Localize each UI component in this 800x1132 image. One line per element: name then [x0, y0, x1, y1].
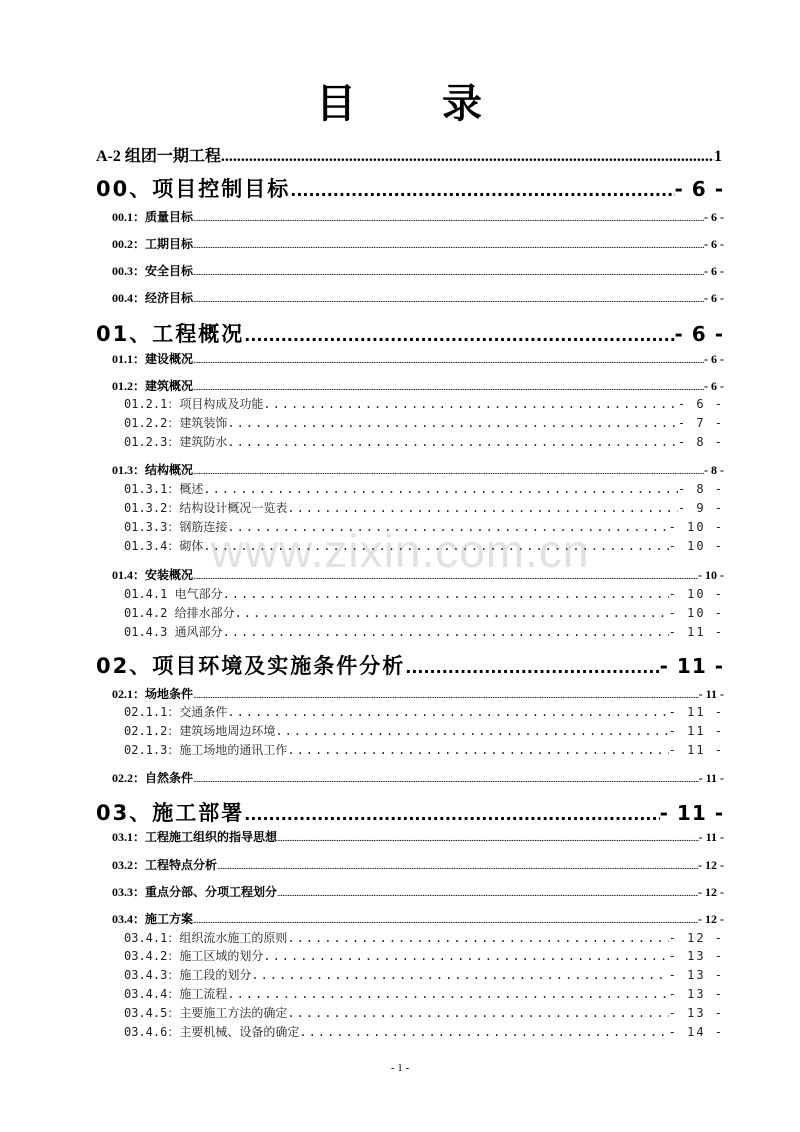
toc-entry-page: - 8 - [677, 435, 724, 449]
toc-entry-title: 02.2：自然条件 [112, 771, 194, 785]
toc-entry-title: 03、施工部署 [96, 801, 245, 825]
toc-entry-page: - 6 - [704, 210, 724, 224]
toc-dot-leader [287, 931, 668, 945]
toc-entry-title: A-2 组团一期工程 [96, 148, 221, 163]
toc-entry[interactable] [124, 499, 724, 515]
toc-entry-title: 03.3：重点分部、分项工程划分 [112, 885, 278, 899]
toc-entry-title: 01.2.1：项目构成及功能 [124, 397, 264, 411]
toc-entry-title: 00.2：工期目标 [112, 237, 194, 251]
toc-entry-title: 01、工程概况 [96, 322, 245, 346]
toc-entry-page: - 13 - [668, 949, 724, 963]
toc-entry-page: - 11 - [698, 830, 724, 844]
toc-entry[interactable] [96, 173, 724, 201]
toc-entry-title: 01.3.4：砌体 [124, 539, 204, 553]
page-title: 目 录 [316, 81, 484, 127]
toc-dot-leader [275, 724, 668, 738]
toc-entry-page: - 10 - [698, 568, 724, 582]
watermark: www.zixin.com.cn [210, 525, 590, 577]
toc-entry-page: - 8 - [677, 482, 724, 496]
toc-dot-leader [405, 658, 659, 677]
toc-entry-title: 03.1：工程施工组织的指导思想 [112, 830, 278, 844]
toc-entry-title: 01.2.2：建筑装饰 [124, 416, 228, 430]
toc-dot-leader [193, 240, 704, 250]
toc-entry[interactable] [112, 856, 724, 872]
toc-entry-title: 02.1.1：交通条件 [124, 705, 228, 719]
toc-entry-title: 01.1：建设概况 [112, 352, 194, 366]
toc-dot-leader [203, 482, 678, 496]
toc-entry-page: - 11 - [668, 625, 724, 639]
toc-entry-page: - 14 - [668, 1025, 724, 1039]
toc-entry[interactable] [124, 1023, 724, 1039]
toc-entry-title: 03.2：工程特点分析 [112, 858, 218, 872]
toc-entry-title: 01.4.2 给排水部分 [124, 606, 235, 620]
toc-dot-leader [227, 435, 678, 449]
toc-entry[interactable] [112, 883, 724, 899]
toc-entry[interactable] [124, 703, 724, 719]
toc-entry-title: 02.1.3：施工场地的通讯工作 [124, 743, 288, 757]
toc-dot-leader [193, 466, 704, 476]
toc-entry-page: - 10 - [668, 520, 724, 534]
toc-dot-leader [193, 774, 699, 784]
toc-entry[interactable] [124, 414, 724, 430]
toc-dot-leader [193, 213, 704, 223]
toc-entry[interactable] [96, 143, 722, 163]
toc-dot-leader [193, 382, 704, 392]
toc-entry-title: 01.3.1：概述 [124, 482, 204, 496]
toc-entry-title: 03.4.1：组织流水施工的原则 [124, 931, 288, 945]
toc-dot-leader [227, 987, 668, 1001]
toc-entry-title: 01.4：安装概况 [112, 568, 194, 582]
toc-dot-leader [263, 949, 668, 963]
toc-entry-title: 02.1.2：建筑场地周边环境 [124, 724, 276, 738]
toc-entry[interactable] [124, 929, 724, 945]
toc-dot-leader [227, 416, 678, 430]
toc-entry-title: 01.3.3：钢筋连接 [124, 520, 228, 534]
toc-entry-page: - 6 - [674, 177, 724, 201]
toc-dot-leader [223, 625, 669, 639]
toc-entry-page: - 9 - [677, 501, 724, 515]
toc-entry-page: - 10 - [668, 606, 724, 620]
toc-entry-title: 01.4.1 电气部分 [124, 587, 223, 601]
toc-entry-page: - 12 - [698, 912, 724, 926]
toc-entry[interactable] [112, 262, 724, 278]
toc-dot-leader [287, 743, 668, 757]
toc-entry-page: - 12 - [668, 931, 724, 945]
toc-dot-leader [193, 267, 704, 277]
toc-entry-title: 02、项目环境及实施条件分析 [96, 654, 406, 678]
toc-entry-page: - 6 - [704, 352, 724, 366]
toc-entry-title: 00.1：质量目标 [112, 210, 194, 224]
toc-dot-leader [287, 1006, 668, 1020]
toc-dot-leader [277, 888, 698, 898]
toc-entry-title: 00.3：安全目标 [112, 264, 194, 278]
toc-entry[interactable] [124, 985, 724, 1001]
toc-entry-page: - 6 - [704, 237, 724, 251]
toc-entry-page: - 11 - [659, 654, 724, 678]
toc-dot-leader [263, 397, 678, 411]
toc-dot-leader [223, 587, 669, 601]
toc-entry[interactable] [96, 797, 724, 825]
toc-entry-page: - 12 - [698, 858, 724, 872]
toc-entry[interactable] [112, 208, 724, 224]
toc-entry-page: - 7 - [677, 416, 724, 430]
toc-entry[interactable] [124, 480, 724, 496]
toc-dot-leader [277, 833, 699, 843]
toc-entry-page: - 11 - [668, 705, 724, 719]
toc-entry-title: 02.1：场地条件 [112, 687, 194, 701]
toc-dot-leader [217, 861, 698, 871]
toc-entry[interactable] [124, 741, 724, 757]
toc-entry-page: - 8 - [704, 463, 724, 477]
toc-entry-page: - 6 - [704, 264, 724, 278]
toc-entry[interactable] [112, 461, 724, 477]
toc-entry-title: 03.4.4：施工流程 [124, 987, 228, 1001]
toc-entry[interactable] [124, 722, 724, 738]
toc-entry-page: - 6 - [704, 291, 724, 305]
toc-entry-page: - 11 - [668, 743, 724, 757]
toc-entry[interactable] [112, 769, 724, 785]
toc-entry-title: 03.4.5：主要施工方法的确定 [124, 1006, 288, 1020]
toc-entry-title: 03.4.6：主要机械、设备的确定 [124, 1025, 300, 1039]
toc-entry-title: 01.2：建筑概况 [112, 379, 194, 393]
toc-entry-page: - 11 - [668, 724, 724, 738]
toc-entry[interactable] [124, 966, 724, 982]
toc-entry[interactable] [124, 604, 724, 620]
toc-entry-page: - 12 - [698, 885, 724, 899]
toc-entry[interactable] [124, 395, 724, 411]
toc-dot-leader [227, 705, 668, 719]
toc-entry-page: - 13 - [668, 987, 724, 1001]
toc-entry-page: 1 [714, 148, 722, 163]
toc-dot-leader [235, 606, 669, 620]
toc-entry-title: 03.4：施工方案 [112, 912, 194, 926]
toc-entry-page: - 10 - [668, 539, 724, 553]
toc-entry-page: - 11 - [698, 687, 724, 701]
toc-dot-leader [287, 501, 678, 515]
toc-dot-leader [244, 805, 659, 824]
toc-entry-page: - 13 - [668, 1006, 724, 1020]
toc-entry[interactable] [112, 235, 724, 251]
toc-entry-page: - 6 - [677, 397, 724, 411]
toc-entry-title: 01.3.2：结构设计概况一览表 [124, 501, 288, 515]
toc-entry-title: 00.4：经济目标 [112, 291, 194, 305]
toc-entry[interactable] [112, 828, 724, 844]
toc-dot-leader [299, 1025, 668, 1039]
toc-entry-title: 01.2.3：建筑防水 [124, 435, 228, 449]
toc-entry-page: - 13 - [668, 968, 724, 982]
toc-dot-leader [251, 968, 668, 982]
toc-entry-page: - 6 - [704, 379, 724, 393]
toc-dot-leader [193, 690, 699, 700]
toc-entry[interactable] [124, 585, 724, 601]
toc-dot-leader [193, 294, 704, 304]
toc-entry[interactable] [112, 350, 724, 366]
toc-entry[interactable] [112, 289, 724, 305]
toc-entry-title: 01.4.3 通风部分 [124, 625, 223, 639]
toc-entry[interactable] [96, 650, 724, 678]
toc-dot-leader [193, 355, 704, 365]
toc-entry-page: - 10 - [668, 587, 724, 601]
toc-entry[interactable] [124, 623, 724, 639]
toc-entry[interactable] [124, 1004, 724, 1020]
toc-entry-title: 03.4.3：施工段的划分 [124, 968, 252, 982]
toc-entry[interactable] [124, 947, 724, 963]
toc-dot-leader [290, 181, 674, 200]
toc-entry[interactable] [124, 433, 724, 449]
toc-dot-leader [221, 148, 714, 163]
toc-entry-title: 00、项目控制目标 [96, 177, 291, 201]
toc-entry-title: 01.3：结构概况 [112, 463, 194, 477]
toc-entry[interactable] [112, 377, 724, 393]
toc-entry[interactable] [112, 910, 724, 926]
page-number-footer: - 1 - [390, 1062, 410, 1074]
toc-dot-leader [244, 326, 674, 345]
toc-entry-page: - 6 - [674, 322, 724, 346]
toc-dot-leader [193, 915, 698, 925]
toc-entry[interactable] [96, 318, 724, 346]
toc-entry-page: - 11 - [659, 801, 724, 825]
toc-entry[interactable] [112, 685, 724, 701]
toc-entry-page: - 11 - [698, 771, 724, 785]
toc-entry-title: 03.4.2：施工区域的划分 [124, 949, 264, 963]
